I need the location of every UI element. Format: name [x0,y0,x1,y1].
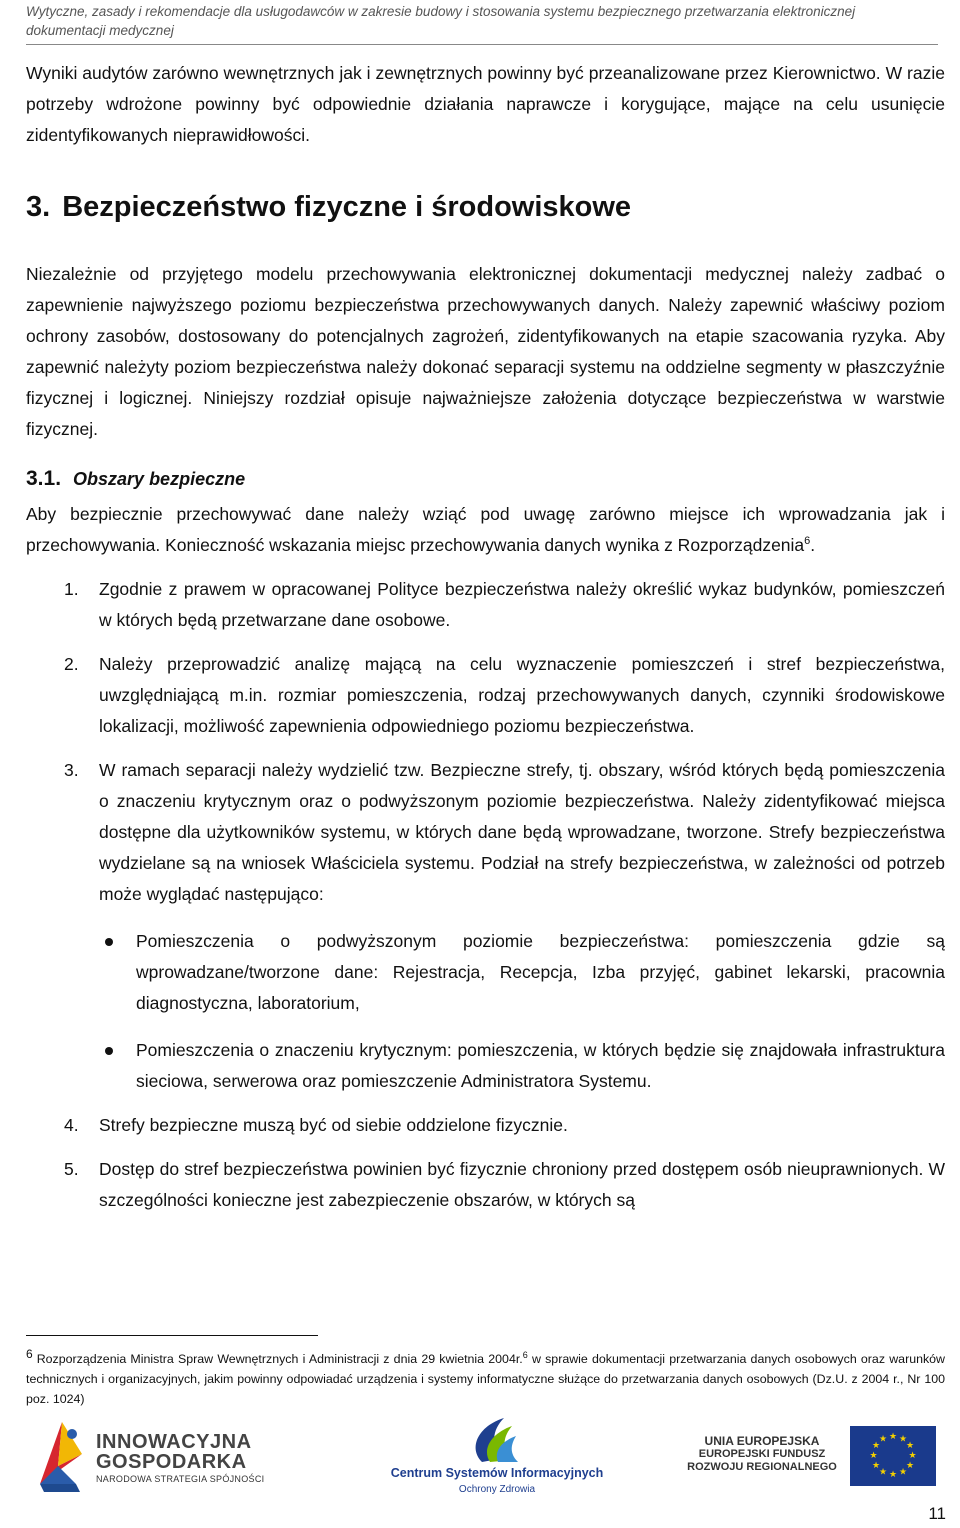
innowacyjna-gospodarka-emblem-icon [32,1414,92,1498]
bullet-icon [105,1047,113,1055]
svg-text:★: ★ [869,1451,878,1461]
subsection-paragraph-text: Aby bezpiecznie przechowywać dane należy wziąć pod uwagę zarówno miejsce ich wprowadzania jak i przechowywania. Konieczność wskazania miejsc przechowywania danych wynika z Rozporządzenia [26,504,945,555]
eu-flag-icon [850,1426,936,1486]
list-number: 2. [64,654,79,674]
ig-line-3: NARODOWA STRATEGIA SPÓJNOŚCI [96,1474,265,1484]
list-number: 1. [64,579,79,599]
list-item [26,755,945,910]
bullet-icon [105,938,113,946]
svg-text:★: ★ [898,1434,908,1445]
csioz-swirl-icon [386,1412,608,1466]
svg-text:★: ★ [871,1441,881,1451]
bullet-text: Pomieszczenia o podwyższonym poziomie bezpieczeństwa: pomieszczenia gdzie są wprowadzane/tworzone dane: Rejestracja, Recepcja, Izba przyjęć, gabinet lekarski, pracownia diagnostyczna, laboratorium, [136,931,945,1013]
subsection-heading [26,459,945,499]
running-header [26,2,938,45]
bullet-item [26,1035,945,1097]
svg-text:★: ★ [908,1451,917,1461]
list-number: 4. [64,1115,79,1135]
header-line-1: Wytyczne, zasady i rekomendacje dla usługodawców w zakresie budowy i stosowania systemu bezpiecznego przetwarzania elektronicznej [26,4,856,19]
svg-text:★: ★ [905,1441,915,1451]
footnote-mark: 6 [26,1346,33,1361]
list-number: 5. [64,1159,79,1179]
csioz-line-1: Centrum Systemów Informacyjnych [390,1466,604,1480]
section-heading [26,183,945,231]
bullet-item [26,926,945,1019]
svg-text:★: ★ [878,1434,888,1445]
subsection-title: Obszary bezpieczne [73,469,246,489]
list-text: Dostęp do stref bezpieczeństwa powinien być fizycznie chroniony przed dostępem osób nieuprawnionych. W szczególności konieczne jest zabezpieczenie obszarów, w których są [99,1159,945,1210]
list-text: Należy przeprowadzić analizę mającą na celu wyznaczenie pomieszczeń i stref bezpieczeństwa, uwzględniającą m.in. rozmiar pomieszczenia, rodzaj przechowywanych danych, czynniki środowiskowe lokalizacji, możliwość zapewnienia odpowiedniego poziomu bezpieczeństwa. [99,654,945,736]
ig-line-1: INNOWACYJNA [96,1431,252,1453]
section-paragraph: Niezależnie od przyjętego modelu przechowywania elektronicznej dokumentacji medycznej należy zadbać o zapewnienie najwyższego poziomu bezpieczeństwa przechowywanych danych. Należy zapewnić właściwy poziom ochrony zasobów, dostosowany do potencjalnych zagrożeń, zidentyfikowanych na etapie szacowania ryzyka. Aby zapewnić należyty poziom bezpieczeństwa należy dokonać separacji systemu na oddzielne segmenty w płaszczyźnie fizycznej i logicznej. Niniejszy rozdział opisuje najważniejsze założenia dotyczące bezpieczeństwa w warstwie fizycznej. [26,264,945,439]
footnote-reference[interactable]: 6 [804,535,811,548]
csioz-logo [386,1412,608,1504]
numbered-list [26,574,945,910]
footnote-text-a: Rozporządzenia Ministra Spraw Wewnętrznych i Administracji z dnia 29 kwietnia 2004r. [36,1352,523,1366]
list-item [26,1154,945,1216]
eu-wordmark [684,1434,840,1474]
list-item [26,574,945,636]
eu-logo [680,1426,942,1486]
bullet-text: Pomieszczenia o znaczeniu krytycznym: pomieszczenia, w których będzie się znajdowała infrastruktura sieciowa, serwerowa oraz pomieszczenie Administratora Systemu. [136,1040,945,1091]
page-number: 11 [928,1504,946,1523]
page-content [26,58,945,1216]
svg-text:★: ★ [888,1432,898,1442]
footnote-inner-mark: 6 [522,1349,528,1360]
subsection-paragraph-end: . [810,535,816,555]
intro-paragraph: Wyniki audytów zarówno wewnętrznych jak i zewnętrznych powinny być przeanalizowane przez Kierownictwo. W razie potrzeby wdrożone powinny być odpowiednie działania naprawcze i korygujące, mające na celu usunięcie zidentyfikowanych nieprawidłowości. [26,63,945,145]
list-text: W ramach separacji należy wydzielić tzw. Bezpieczne strefy, tj. obszary, wśród których będą pomieszczenia o znaczeniu krytycznym oraz o podwyższonym poziomie bezpieczeństwa. Należy zidentyfikować miejsca dostępne dla użytkowników systemu, w których dane będą wprowadzane, tworzone. Strefy bezpieczeństwa wydzielane są na wniosek Właściciela systemu. Podział na strefy bezpieczeństwa, w zależności od potrzeb może wyglądać następująco: [99,760,945,904]
footnote-separator [26,1335,318,1336]
footnote-text-b: w sprawie dokumentacji przetwarzania danych osobowych oraz warunków technicznych i organizacyjnych, jakim powinny odpowiadać urządzenia i systemy informatyczne służące do przetwarzania danych osobowych (Dz.U. z 2004 r., Nr 100 poz. 1024) [26,1352,946,1406]
list-item [26,649,945,742]
ig-line-2: GOSPODARKA [96,1451,247,1473]
eu-line-3: ROZWOJU REGIONALNEGO [687,1461,837,1473]
csioz-line-2: Ochrony Zdrowia [458,1484,536,1495]
subsection-paragraph [26,499,945,561]
svg-text:★: ★ [905,1461,915,1471]
svg-text:★: ★ [871,1461,881,1471]
list-text: Zgodnie z prawem w opracowanej Polityce bezpieczeństwa należy określić wykaz budynków, pomieszczeń w których będą przetwarzane dane osobowe. [99,579,945,630]
section-title: Bezpieczeństwo fizyczne i środowiskowe [62,191,632,223]
bullet-list [26,926,945,1097]
list-text: Strefy bezpieczne muszą być od siebie oddzielone fizycznie. [99,1115,568,1135]
list-item [26,1110,945,1141]
svg-text:★: ★ [878,1467,888,1478]
svg-text:★: ★ [898,1467,908,1478]
eu-line-1: UNIA EUROPEJSKA [704,1434,820,1448]
header-line-2: dokumentacji medycznej [26,23,174,38]
subsection-number: 3.1. [26,467,62,490]
svg-text:★: ★ [888,1470,898,1480]
list-number: 3. [64,760,79,780]
numbered-list-continued [26,1110,945,1216]
footnote [26,1346,946,1409]
innowacyjna-gospodarka-logo [32,1414,292,1498]
eu-line-2: EUROPEJSKI FUNDUSZ [698,1448,826,1460]
section-number: 3. [26,191,51,223]
innowacyjna-gospodarka-wordmark [96,1432,264,1486]
